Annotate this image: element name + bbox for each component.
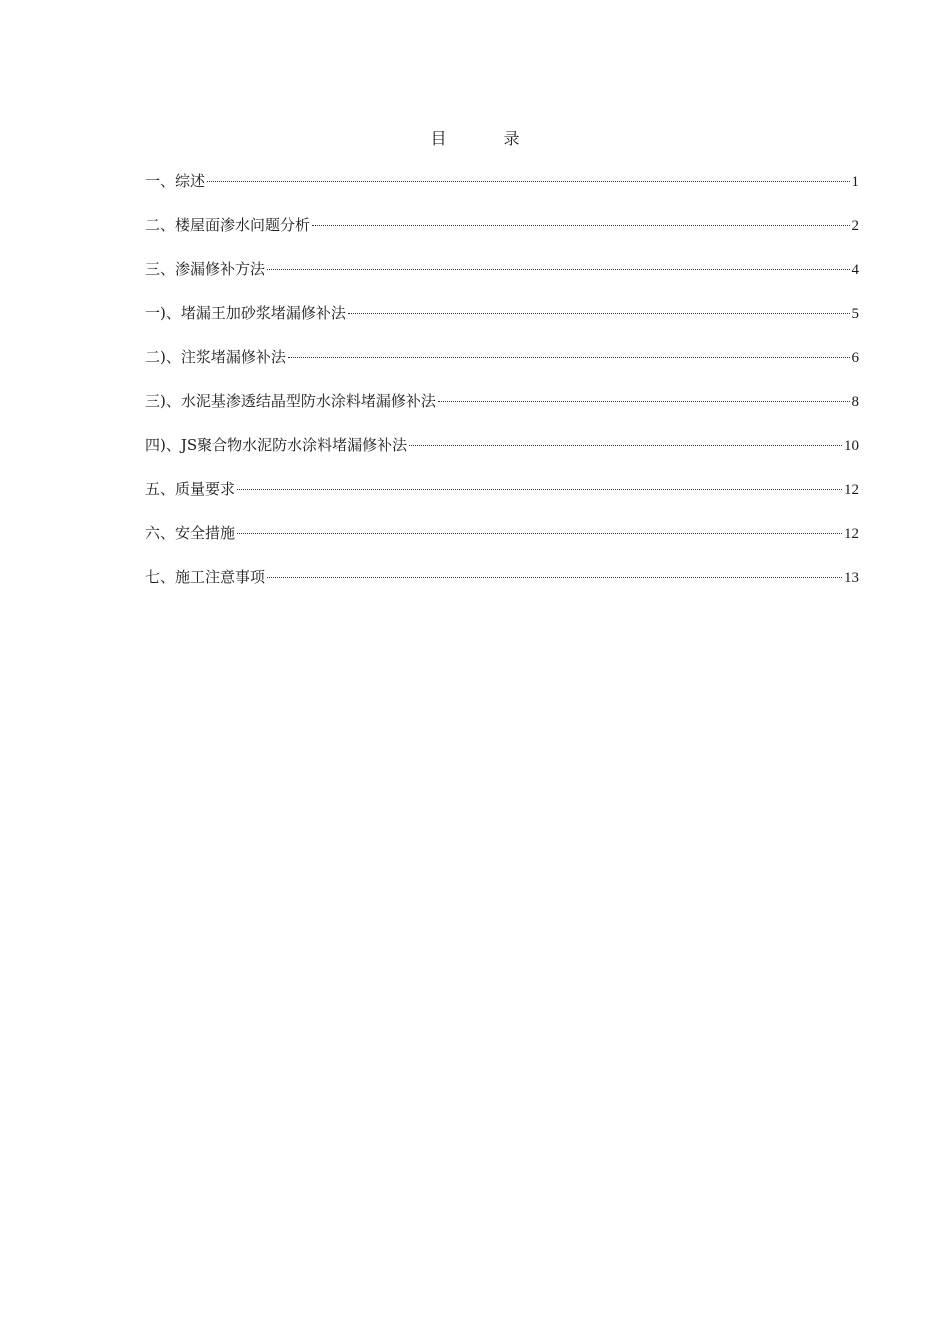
toc-entry[interactable]	[145, 256, 859, 300]
toc-entry[interactable]	[145, 476, 859, 520]
toc-entry-text: 五、质量要求	[145, 480, 236, 498]
toc-entry-text: 一)、堵漏王加砂浆堵漏修补法	[145, 304, 346, 322]
toc-title: 目 录	[430, 129, 546, 148]
toc-entry-text: 二、楼屋面渗水问题分析	[145, 216, 311, 234]
dot-leader	[438, 401, 850, 402]
dot-leader	[409, 445, 842, 446]
toc-entry[interactable]	[145, 520, 859, 564]
toc-entry-text: 三)、水泥基渗透结晶型防水涂料堵漏修补法	[145, 392, 436, 410]
toc-entry-text: 二)、注浆堵漏修补法	[145, 348, 286, 366]
toc-entry[interactable]	[145, 388, 859, 432]
toc-entry[interactable]	[145, 212, 859, 256]
toc-entry-page: 13	[844, 570, 859, 586]
toc-entry-page: 12	[844, 482, 859, 498]
dot-leader	[267, 269, 849, 270]
dot-leader	[312, 225, 849, 226]
dot-leader	[348, 313, 850, 314]
toc-entry-text: 七、施工注意事项	[145, 568, 266, 586]
toc-entry[interactable]	[145, 564, 859, 608]
toc-entry-page: 5	[851, 306, 859, 322]
toc-entry-page: 10	[844, 438, 859, 454]
toc-entry-page: 6	[851, 350, 859, 366]
toc-entry-page: 1	[851, 174, 859, 190]
toc-list	[145, 168, 859, 608]
dot-leader	[207, 181, 849, 182]
toc-entry-text: 一、综述	[145, 172, 206, 190]
toc-entry-page: 12	[844, 526, 859, 542]
toc-entry[interactable]	[145, 300, 859, 344]
toc-entry[interactable]	[145, 168, 859, 212]
toc-entry-page: 4	[851, 262, 859, 278]
toc-entry-text: 六、安全措施	[145, 524, 236, 542]
toc-entry[interactable]	[145, 344, 859, 388]
toc-entry-page: 2	[851, 218, 859, 234]
toc-entry-text: 三、渗漏修补方法	[145, 260, 266, 278]
dot-leader	[267, 577, 842, 578]
dot-leader	[288, 357, 850, 358]
dot-leader	[237, 533, 842, 534]
toc-entry-text: 四)、JS聚合物水泥防水涂料堵漏修补法	[145, 436, 408, 454]
dot-leader	[237, 489, 842, 490]
toc-entry-page: 8	[851, 394, 859, 410]
toc-entry[interactable]	[145, 432, 859, 476]
